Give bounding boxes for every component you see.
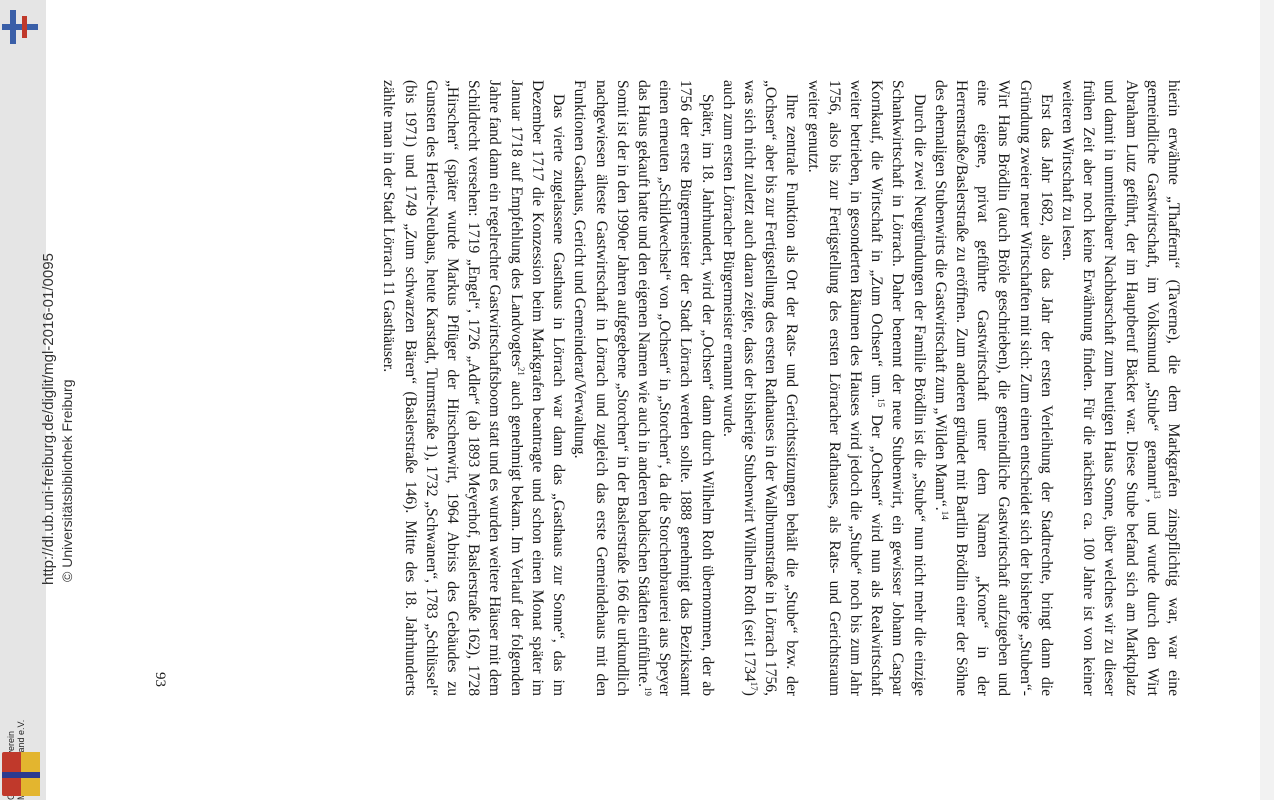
paragraph: Später, im 18. Jahrhundert, wird der „Ochsen“ dann durch Wilhelm Roth übernommen, der ab 1756 der erste Bürgermeister der Stadt Lörrach werden sollte. 1888 genehmigt das Bezirksamt einen erneuten „Schildwechsel“ von „Ochsen“ in „Storchen“, da die Storchenbrauerei aus Speyer das Haus gekauft hatte und den eigenen Namen wie auch in anderen badischen Städten einführte.$^{19}$ Somit ist der in den 1990er Jahren aufgegebene „Storchen“ in der Baslerstraße 166 die urkundlich nachgewiesen älteste Gastwirtschaft in Lörrach und zugleich das erste Gemeindehaus mit den Funktionen Gasthaus, Gericht und Gemeinderat/Verwaltung. — [571, 80, 716, 696]
paragraph: Erst das Jahr 1682, also das Jahr der ersten Verleihung der Stadtrechte, bringt dann die Gründung zweier neuer Wirtschaften mit sich: Zum einen entscheidet sich der bisherige „Stuben“-Wirt Hans Brödlin (auch Bröle geschrieben), die gemeindliche Gastwirtschaft aufzugeben und eine eigene, privat geführte Gastwirtschaft unter dem Namen „Krone“ in der Herrenstraße/Baslerstraße zu eröffnen. Zum anderen gründet mit Bartlin Brödlin einer der Söhne des ehemaligen Stubenwirts die Gastwirtschaft zum „Wilden Mann“.$^{14}$ — [931, 80, 1055, 696]
paragraph: hierin erwähnte „Thafferni“ (Taverne), die dem Markgrafen zinspflichtig war, war eine gemeindliche Gastwirtschaft, im Volksmund „Stube“ genannt$^{13}$, und wurde durch den Wirt Abraham Lutz geführt, der im Hauptberuf Bäcker war. Diese Stube befand sich am Marktplatz und damit in unmittelbarer Nachbarschaft zum heutigen Haus Sonne, über welches wir zu dieser frühen Zeit aber noch keine Erwähnung finden. Für die nächsten ca. 100 Jahre ist von keiner weiteren Wirtschaft zu lesen. — [1058, 80, 1182, 696]
page-body — [378, 80, 1184, 696]
society-line-2: e.V. — [16, 719, 26, 735]
paragraph: Das vierte zugelassene Gasthaus in Lörrach war dann das „Gasthaus zur Sonne“, das im Dezember 1717 die Konzession beim Markgrafen beantragte und schon einen Monat später im Januar 1718 auf Empfehlung des Landvogtes$^{21}$ auch genehmigt bekam. Im Verlauf der folgenden Jahre fand dann ein regelrechter Gastwirtschaftsboom statt und es wurden weitere Häuser mit dem Schildrecht versehen: 1719 „Engel“, 1726 „Adler“ (ab 1893 Meyerhof, Baslerstraße 162), 1728 „Hirschen“ (später wurde Markus Pflüger der Hirschenwirt, 1964 Abriss des Gebäudes zu Gunsten des Hertie-Neubaus, heute Karstadt, Turmstraße 1), 1732 „Schwanen“, 1783 „Schlüssel“ (bis 1971) und 1749 „Zum schwarzen Bären“ (Baslerstraße 146). Mitte des 18. Jahrhunderts zählte man in der Stadt Lörrach 11 Gasthäuser. — [380, 80, 568, 696]
paragraph: Durch die zwei Neugründungen der Familie Brödlin ist die „Stube“ nun nicht mehr die einzige Schankwirtschaft in Lörrach. Daher benennt der neue Stubenwirt, ein gewisser Johann Caspar Kornkauf, die Wirtschaft in „Zum Ochsen“ um.$^{15}$ Der „Ochsen“ wird nun als Realwirtschaft weiter betrieben, in gesonderten Räumen des Hauses wird jedoch die „Stube“ noch bis zum Jahr 1756, also bis zur Fertigstellung des ersten Lörracher Rathauses, als Rats- und Gerichtsraum weiter genutzt. — [804, 80, 928, 696]
source-url[interactable]: http://dl.ub.uni-freiburg.de/diglit/mgl-2016-01/0095 — [40, 253, 57, 585]
paragraph: Ihre zentrale Funktion als Ort der Rats- und Gerichtssitzungen behält die „Stube“ bzw. der „Ochsen“ aber bis zur Fertigstellung des ersten Rathauses in der Wallbrunnstraße in Lörrach 1756, was sich nicht zuletzt auch daran zeigte, dass der bisherige Stubenwirt Wilhelm Roth (seit 1734$^{17}$) auch zum ersten Lörracher Bürgermeister ernannt wurde. — [719, 80, 801, 696]
copyright-text: © Universitätsbibliothek Freiburg — [59, 379, 75, 582]
page-number: 93 — [152, 672, 168, 687]
